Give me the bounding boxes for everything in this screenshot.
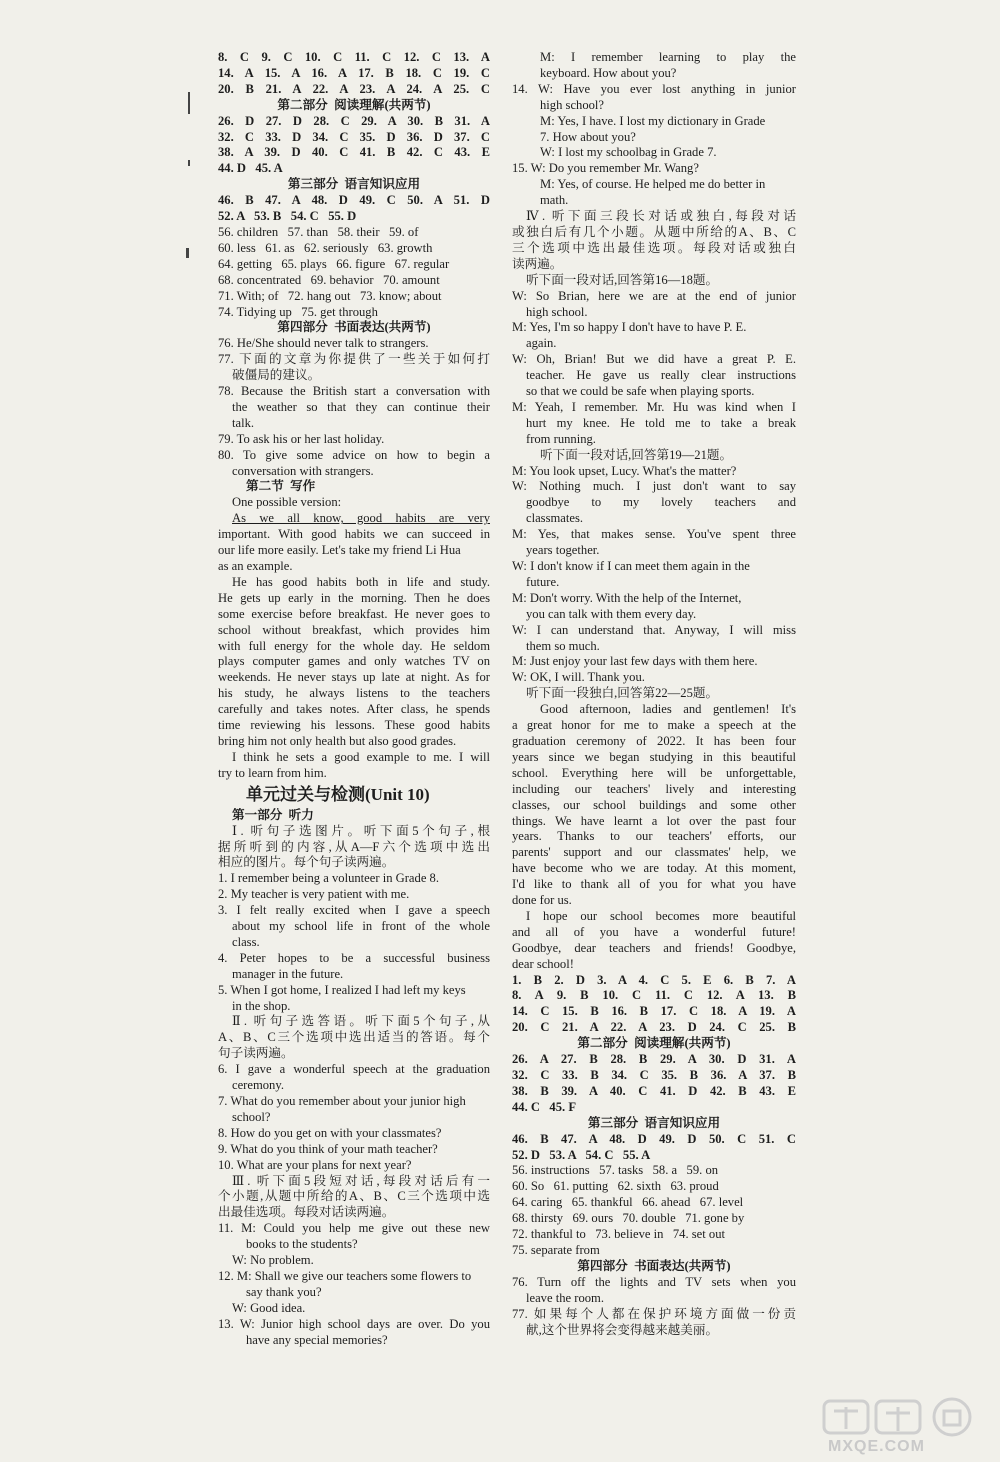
text-line: 32. C 33. D 34. C 35. D 36. D 37. C [218,129,490,144]
text-line: 75. separate from [512,1242,600,1257]
text-line: 1. B 2. D 3. A 4. C 5. E 6. B 7. A [512,972,796,987]
text-line: manager in the future. [232,966,344,981]
text-line: with full energy for the whole day. He seldom [218,638,490,653]
text-line: school. Everything here will be unforgettable, [512,765,796,780]
text-line: 60. less 61. as 62. seriously 63. growth [218,240,433,255]
text-line: 据所听到的内容,从A—F六个选项中选出 [218,839,490,854]
text-line: W: I don't know if I can meet them again in the [512,559,750,573]
text-line: 46. B 47. A 48. D 49. D 50. C 51. C [512,1131,796,1146]
text-line: W: No problem. [232,1253,314,1268]
right-column [512,50,796,1338]
text-line: our life more easily. Let's take my friend Li Hua [218,543,461,558]
text-line: things. We have learnt a lot over the past four [512,813,796,828]
text-line: Ⅱ. 听句子选答语。听下面5个句子,从 [232,1014,490,1029]
text-line: 3. I felt really excited when I gave a speech [218,903,490,918]
text-line: As we all know, good habits are very [232,511,490,526]
text-line: One possible version: [232,495,342,510]
text-line: hurt my knee. He told me to take a break [526,415,796,430]
text-line: Ⅰ. 听句子选图片。听下面5个句子,根 [232,823,490,838]
text-line: 26. D 27. D 28. C 29. A 30. B 31. A [218,113,490,128]
text-line: 8. A 9. B 10. C 11. C 12. A 13. B [512,988,796,1003]
text-line: W: I lost my schoolbag in Grade 7. [540,145,717,160]
text-line: Ⅲ. 听下面5段短对话,每段对话后有一 [232,1173,490,1188]
text-line: in the shop. [232,998,291,1013]
text-line: 相应的图片。每个句子读两遍。 [218,855,395,870]
text-line: 15. W: Do you remember Mr. Wang? [512,161,699,176]
text-line: 第四部分 书面表达(共两节) [577,1258,731,1273]
text-line: 单元过关与检测(Unit 10) [246,784,430,804]
text-line: 个小题,从题中所给的A、B、C三个选项中选 [218,1189,490,1204]
text-line: 读两遍。 [512,256,563,271]
text-line: 64. caring 65. thankful 66. ahead 67. level [512,1195,744,1210]
text-line: talk. [232,415,255,430]
text-line: 11. M: Could you help me give out these new [218,1221,490,1236]
text-line: his study, he always listens to the teachers [218,686,490,701]
text-line: 68. concentrated 69. behavior 70. amount [218,272,440,287]
scan-mark [188,160,190,166]
text-line: 献,这个世界将会变得越来越美丽。 [526,1322,719,1337]
text-line: W: So Brian, here we are at the end of junior [512,288,796,303]
text-line: and all of you have a wonderful future! [512,924,796,939]
text-line: bring him not only health but also good grades. [218,733,457,748]
text-line: 32. C 33. B 34. C 35. B 36. A 37. B [512,1068,796,1082]
text-line: years. Thanks to our teachers' efforts, our [512,829,796,844]
text-line: parents' support and our classmates' help, we [512,845,796,860]
text-line: M: Yes, I'm so happy I don't have to have P. E. [512,320,747,335]
text-line: 60. So 61. putting 62. sixth 63. proud [512,1179,719,1194]
text-line: weekends. He never stays up late at night. As for [218,670,490,685]
text-line: Goodbye, dear teachers and friends! Goodbye, [512,940,796,955]
text-line: 4. Peter hopes to be a successful business [218,950,490,965]
text-line: 78. Because the British start a conversation with [218,384,490,399]
text-line: so that we could be safe when playing sports. [526,384,755,399]
text-line: I think he sets a good example to me. I will [232,749,490,764]
text-line: you can talk with them every day. [526,606,697,621]
text-line: 80. To give some advice on how to begin a [218,447,490,462]
text-line: I'd like to thank all of you for what you have [512,877,796,892]
text-line: them so much. [526,638,600,653]
text-line: 听下面一段对话,回答第19—21题。 [540,447,733,462]
text-line: 20. B 21. A 22. A 23. A 24. A 25. C [218,81,490,96]
text-line: 或独白后有几个小题。从题中所给的A、B、C [512,224,796,239]
text-line: 68. thirsty 69. ours 70. double 71. gone by [512,1211,745,1226]
text-line: 74. Tidying up 75. get through [218,304,378,319]
text-line: 71. With; of 72. hang out 73. know; about [218,288,442,303]
text-line: 听下面一段独白,回答第22—25题。 [526,686,719,701]
text-line: done for us. [512,893,572,908]
text-line: 第二部分 阅读理解(共两节) [577,1036,731,1051]
text-line: the weather so that they can continue their [232,399,490,414]
text-line: 第二部分 阅读理解(共两节) [277,97,431,112]
text-line: 第三部分 语言知识应用 [587,1115,721,1130]
text-line: 2. My teacher is very patient with me. [218,887,410,902]
text-line: 20. C 21. A 22. A 23. D 24. C 25. B [512,1020,796,1035]
text-line: 句子读两遍。 [218,1046,294,1061]
text-line: 出最佳选项。每段对话读两遍。 [218,1205,395,1220]
text-line: Ⅳ. 听下面三段长对话或独白,每段对话 [526,209,796,224]
text-line: M: Yes, of course. He helped me do better in [540,177,766,192]
text-line: 8. How do you get on with your classmates? [218,1125,442,1140]
text-line: 46. B 47. A 48. D 49. C 50. A 51. D [218,193,490,208]
text-line: 77. 如果每个人都在保护环境方面做一份贡 [512,1306,796,1321]
text-line: 9. What do you think of your math teacher? [218,1141,438,1156]
text-line: class. [232,934,260,949]
text-line: some exercise before breakfast. He never goes to [218,606,490,621]
text-line: 5. When I got home, I realized I had left my keys [218,982,466,997]
text-line: try to learn from him. [218,765,327,780]
text-line: 第三部分 语言知识应用 [287,177,421,192]
text-line: 第一部分 听力 [232,807,314,822]
text-line: 52. D 53. A 54. C 55. A [512,1147,651,1162]
text-line: Good afternoon, ladies and gentlemen! It's [540,702,796,717]
text-line: high school? [540,97,605,112]
text-line: 38. A 39. D 40. C 41. B 42. C 43. E [218,145,490,160]
text-line: I hope our school becomes more beautiful [526,908,796,923]
text-line: teacher. He gave us really clear instructions [526,368,796,383]
text-line: 14. W: Have you ever lost anything in junior [512,81,796,96]
text-line: M: Yeah, I remember. Mr. Hu was kind when I [512,399,796,414]
text-line: 听下面一段对话,回答第16—18题。 [526,272,719,287]
text-line: W: Oh, Brian! But we did have a great P. E. [512,352,796,367]
text-line: classes, our school buildings and some other [512,797,796,812]
text-line: say thank you? [246,1284,322,1299]
text-line: 三个选项中选出最佳选项。每段对话或独白 [512,240,796,255]
text-line: M: Yes, that makes sense. You've spent three [512,527,796,542]
text-line: 44. C 45. F [512,1099,577,1114]
text-line: about my school life in front of the whole [232,919,490,934]
scan-mark [186,248,189,258]
text-line: classmates. [526,511,584,526]
text-line: He has good habits both in life and study. [232,574,490,589]
text-line: goodbye to my lovely teachers and [526,495,796,510]
text-line: 79. To ask his or her last holiday. [218,431,385,446]
text-line: 10. What are your plans for next year? [218,1157,412,1172]
text-line: including our teachers' lively and interesting [512,781,796,796]
text-line: 56. children 57. than 58. their 59. of [218,224,419,239]
text-line: M: Yes, I have. I lost my dictionary in Grade [540,113,766,128]
text-line: 破僵局的建议。 [232,368,321,383]
text-line: 7. How about you? [540,129,636,144]
text-line: W: Nothing much. I just don't want to say [512,479,796,494]
text-line: W: Good idea. [232,1300,306,1315]
text-line: 76. He/She should never talk to strangers. [218,336,429,351]
text-line: ceremony. [232,1078,284,1093]
watermark-url: MXQE.COM [828,1438,925,1455]
text-line: important. With good habits we can succeed in [218,527,490,542]
text-line: have any special memories? [246,1332,388,1347]
text-line: carefully and takes notes. After class, he spends [218,702,490,717]
text-line: graduation ceremony of 2022. It has been four [512,733,796,748]
text-line: 7. What do you remember about your junior high [218,1094,466,1108]
text-line: plays computer games and only watches TV on [218,654,490,669]
text-line: 1. I remember being a volunteer in Grade 8. [218,871,440,886]
text-line: as an example. [218,559,293,573]
text-line: years since we began studying in this beautiful [512,749,796,764]
text-line: He gets up early in the morning. Then he does [218,590,490,605]
text-line: 52. A 53. B 54. C 55. D [218,209,357,224]
text-line: 77. 下面的文章为你提供了一些关于如何打 [218,352,490,367]
text-line: M: Just enjoy your last few days with them here. [512,654,758,669]
text-line: future. [526,574,560,589]
text-line: math. [540,193,569,208]
text-line: dear school! [512,956,574,971]
text-line: M: I remember learning to play the [540,50,796,64]
text-line: W: OK, I will. Thank you. [512,670,645,685]
text-line: leave the room. [526,1290,604,1305]
text-line: M: Don't worry. With the help of the Internet, [512,590,742,605]
text-line: M: You look upset, Lucy. What's the matter? [512,463,737,478]
text-line: A、B、C三个选项中选出适当的答语。每个 [218,1030,490,1045]
text-line: high school. [526,304,588,319]
text-line: have become who we are today. At this moment, [512,861,796,876]
text-line: W: I can understand that. Anyway, I will miss [512,622,796,637]
text-line: 72. thankful to 73. believe in 74. set out [512,1227,726,1242]
text-line: school without breakfast, which provides him [218,622,490,637]
text-line: from running. [526,431,596,446]
text-line: 64. getting 65. plays 66. figure 67. regular [218,256,450,271]
text-line: 56. instructions 57. tasks 58. a 59. on [512,1163,719,1178]
text-line: 第二节 写作 [246,479,316,494]
text-line: years together. [526,543,600,558]
text-line: 12. M: Shall we give our teachers some flowers to [218,1268,472,1283]
text-line: time reviewing his lessons. These good habits [218,718,490,733]
text-line: 26. A 27. B 28. B 29. A 30. D 31. A [512,1052,796,1067]
text-line: 76. Turn off the lights and TV sets when you [512,1274,796,1289]
text-line: 38. B 39. A 40. C 41. D 42. B 43. E [512,1083,796,1098]
text-line: a great honor for me to make a speech at the [512,718,796,733]
left-column [218,50,490,1349]
scan-mark [188,92,190,114]
text-line: conversation with strangers. [232,463,374,478]
text-line: keyboard. How about you? [540,65,677,80]
text-line: again. [526,336,557,351]
text-line: 8. C 9. C 10. C 11. C 12. C 13. A [218,50,490,64]
text-line: 13. W: Junior high school days are over. Do you [218,1316,490,1331]
text-line: books to the students? [246,1237,358,1252]
text-line: school? [232,1109,271,1124]
text-line: 44. D 45. A [218,161,283,176]
text-line: 6. I gave a wonderful speech at the graduation [218,1062,490,1077]
text-line: 14. C 15. B 16. B 17. C 18. A 19. A [512,1004,796,1019]
text-line: 第四部分 书面表达(共两节) [277,320,431,335]
text-line: 14. A 15. A 16. A 17. B 18. C 19. C [218,65,490,80]
